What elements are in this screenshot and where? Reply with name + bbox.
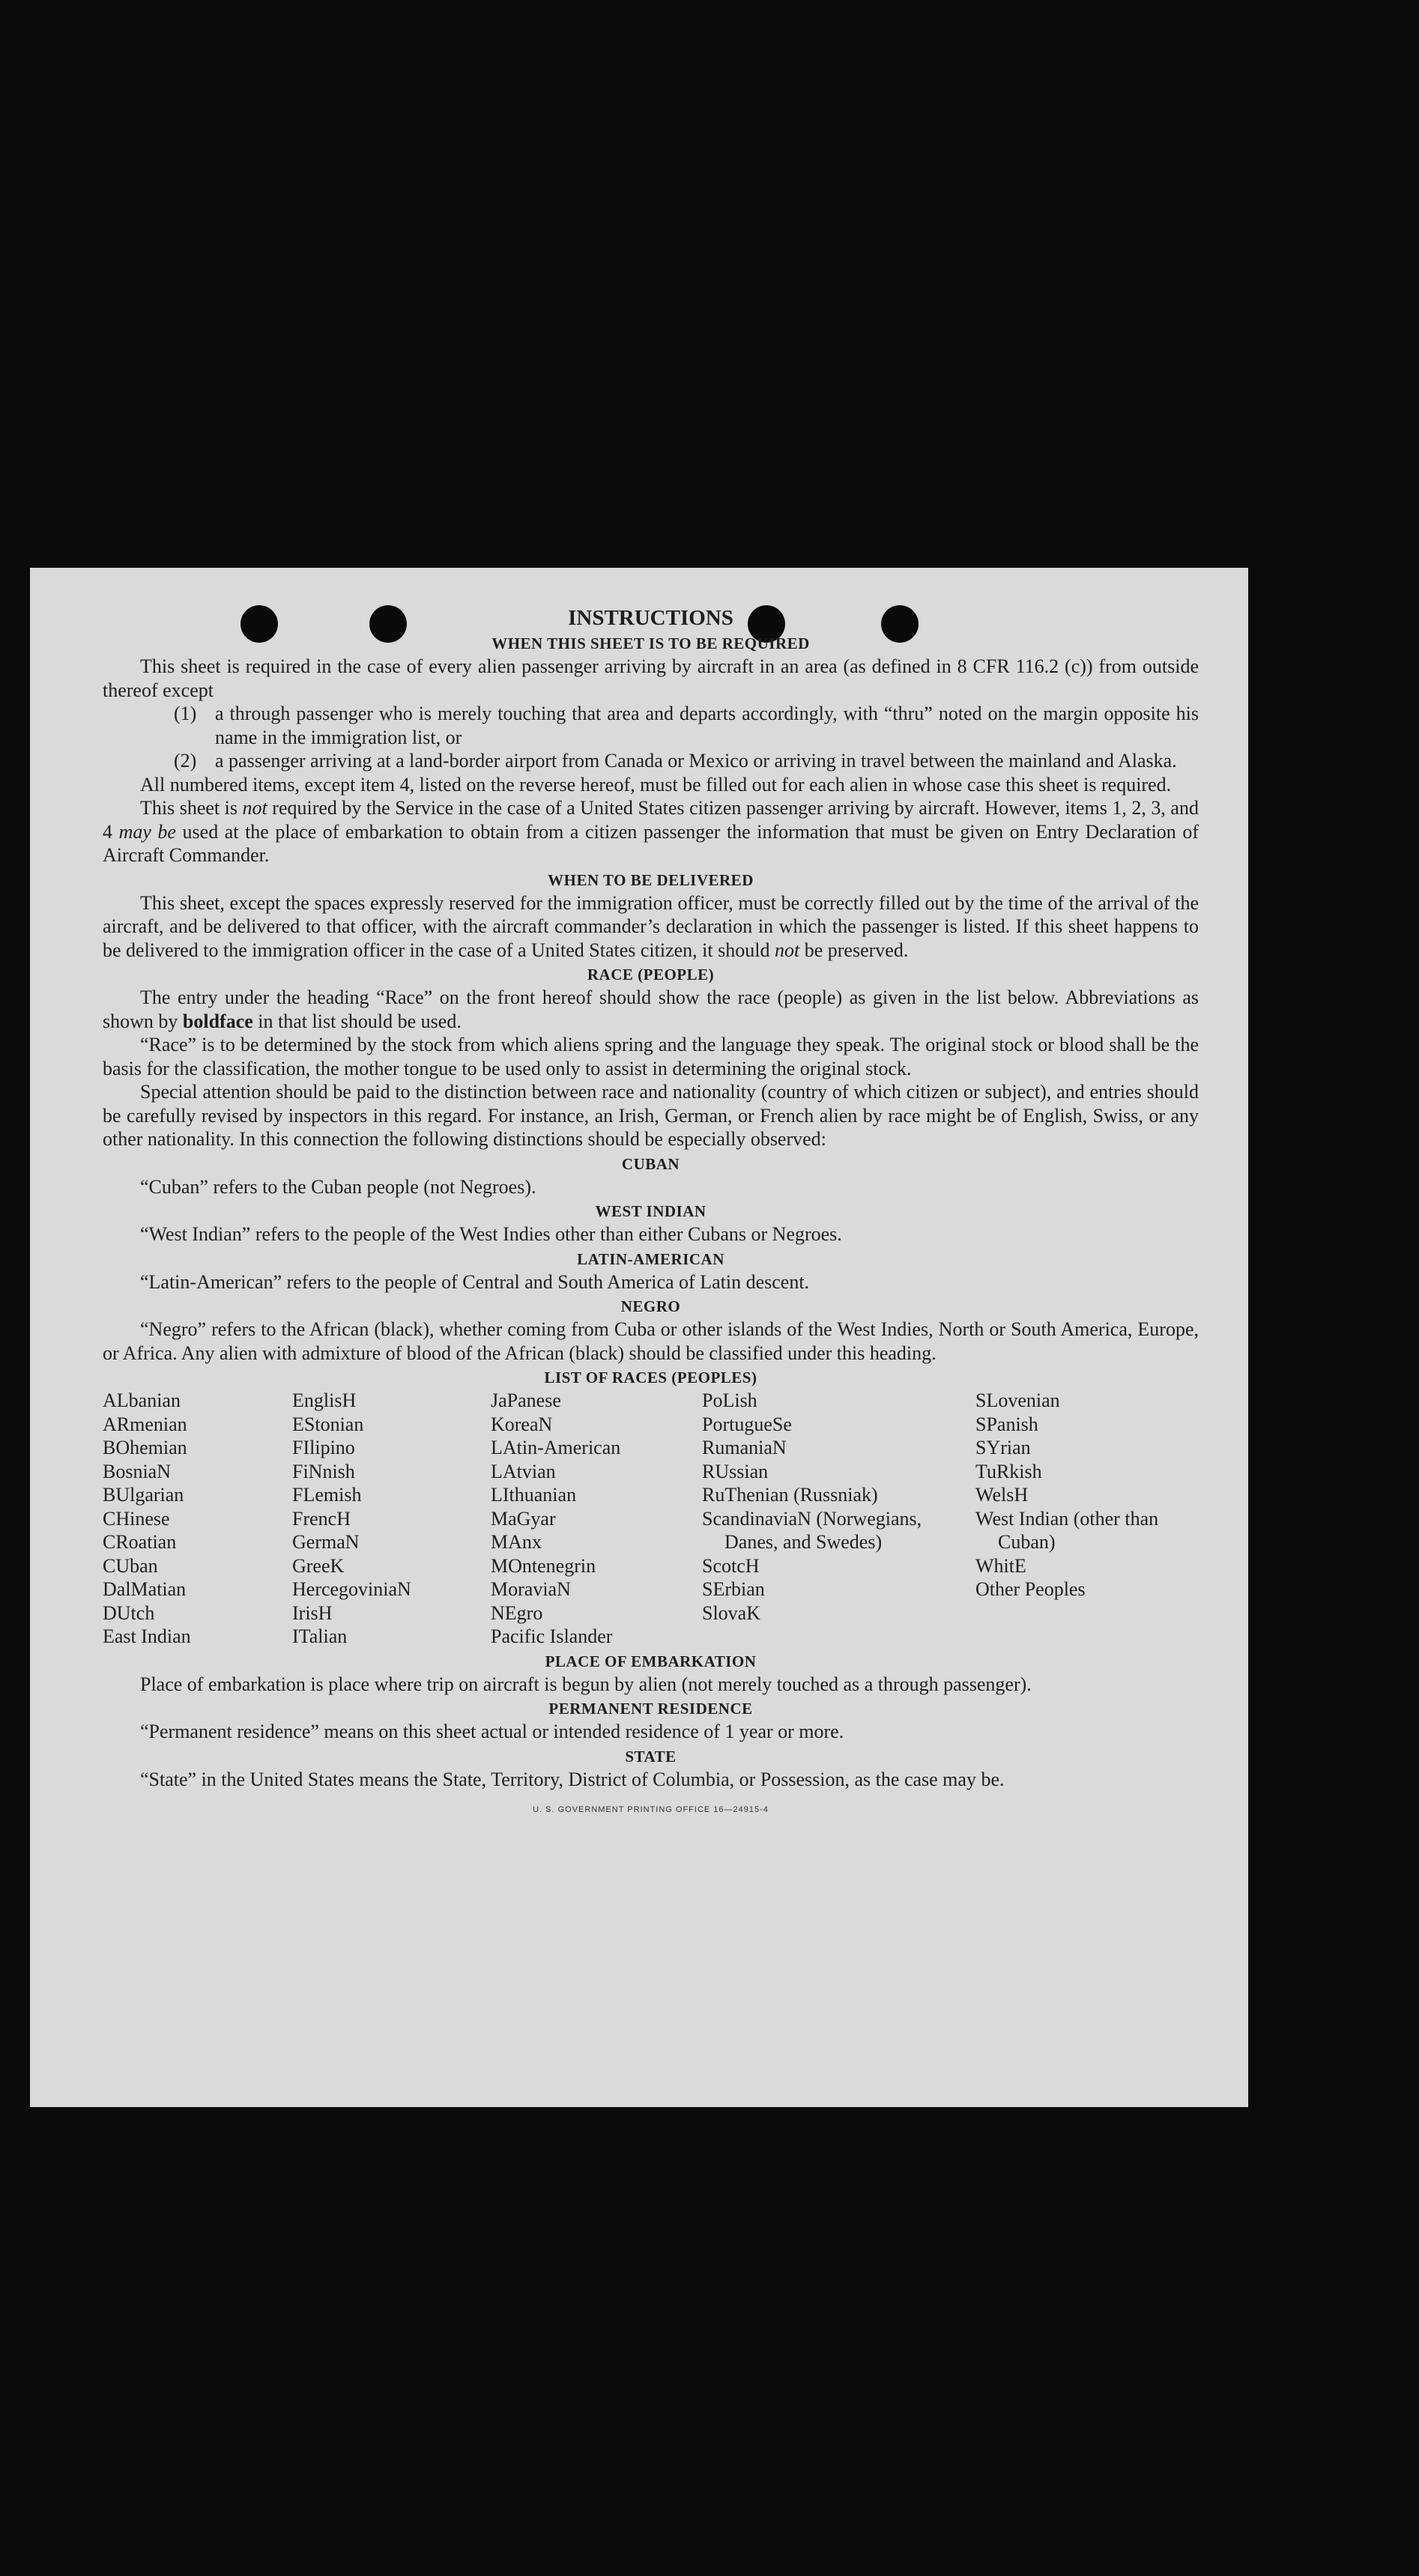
heading-when-delivered: WHEN TO BE DELIVERED bbox=[548, 870, 754, 889]
numbered-item bbox=[174, 749, 1199, 773]
race-entry: CUban bbox=[103, 1554, 158, 1577]
paragraph: “Race” is to be determined by the stock from which aliens spring and the language they speak. The original stock or blood shall be the basis for the classification, the mother tongue to be used only to assist in determining the original stock. bbox=[103, 1034, 1199, 1079]
paragraph: Special attention should be paid to the distinction between race and nationality (country of which citizen or subject), and entries should be carefully revised by inspectors in this regard. For instance, an Irish, German, or French alien by race might be of English, Swiss, or any other nationality. In this connection the following distinctions should be especially observed: bbox=[103, 1081, 1199, 1150]
race-entry: ARmenian bbox=[103, 1413, 187, 1435]
race-entry: BUlgarian bbox=[103, 1484, 184, 1506]
emphasis: not bbox=[242, 797, 267, 819]
heading-latin-american: LATIN-AMERICAN bbox=[577, 1249, 724, 1268]
race-entry: MOntenegrin bbox=[491, 1554, 596, 1577]
item-number: (1) bbox=[174, 703, 197, 724]
paragraph bbox=[103, 891, 1199, 963]
race-entry: MoraviaN bbox=[491, 1578, 571, 1600]
heading-race: RACE (PEOPLE) bbox=[587, 966, 715, 984]
race-entry: KoreaN bbox=[491, 1413, 553, 1435]
race-entry: PortugueSe bbox=[702, 1413, 792, 1435]
paragraph: “State” in the United States means the State, Territory, District of Columbia, or Possession, as the case may be. bbox=[140, 1768, 1005, 1790]
race-entry: ALbanian bbox=[103, 1389, 181, 1411]
race-entry: EStonian bbox=[292, 1413, 364, 1435]
race-entry: GreeK bbox=[292, 1554, 345, 1577]
race-entry: West Indian (other than Cuban) bbox=[975, 1507, 1159, 1553]
paragraph: “Permanent residence” means on this sheet actual or intended residence of 1 year or more. bbox=[140, 1721, 844, 1742]
race-entry: FLemish bbox=[292, 1484, 362, 1506]
emphasis: not bbox=[774, 939, 800, 961]
race-entry: WelsH bbox=[975, 1484, 1029, 1506]
paragraph bbox=[103, 986, 1199, 1033]
race-entry: ScandinaviaN (Norwegians, Danes, and Swedes) bbox=[702, 1507, 922, 1553]
race-entry: IrisH bbox=[292, 1601, 333, 1624]
race-entry: SErbian bbox=[702, 1578, 765, 1600]
paragraph: “West Indian” refers to the people of the West Indies other than either Cubans or Negroes. bbox=[140, 1223, 842, 1245]
text-run: be preserved. bbox=[799, 939, 909, 961]
race-entry: TuRkish bbox=[975, 1460, 1042, 1482]
document-page bbox=[30, 568, 1248, 2107]
printing-office-footer: U. S. GOVERNMENT PRINTING OFFICE 16—24915-4 bbox=[533, 1805, 769, 1814]
race-entry: JaPanese bbox=[491, 1389, 561, 1411]
item-text: a through passenger who is merely touching that area and departs accordingly, with “thru” noted on the margin opposite his name in the immigration list, or bbox=[215, 703, 1199, 748]
heading-state: STATE bbox=[625, 1747, 677, 1766]
races-column bbox=[975, 1389, 1199, 1649]
races-column bbox=[702, 1389, 975, 1649]
heading-negro: NEGRO bbox=[620, 1297, 681, 1315]
text-run: used at the place of embarkation to obtain from a citizen passenger the information that must be given on Entry Declaration of Aircraft Commander. bbox=[103, 820, 1199, 866]
heading-place-of-embarkation: PLACE OF EMBARKATION bbox=[545, 1652, 757, 1670]
text-run: This sheet is bbox=[140, 797, 243, 819]
text-run: This sheet, except the spaces expressly reserved for the immigration officer, must be correctly filled out by the time of the arrival of the aircraft, and be delivered to that officer, with the aircraft commander’s declaration in which the passenger is listed. If this sheet happens to be delivered to the immigration officer in the case of a United States citizen, it should bbox=[103, 891, 1199, 961]
text-run: The entry under the heading “Race” on the front hereof should show the race (people) as given in the list below. Abbreviations as shown by bbox=[103, 987, 1199, 1032]
race-entry: HercegoviniaN bbox=[292, 1578, 411, 1600]
race-entry: MaGyar bbox=[491, 1507, 556, 1530]
race-entry: RuThenian (Russniak) bbox=[702, 1484, 878, 1506]
race-entry: EnglisH bbox=[292, 1389, 357, 1411]
race-entry: FrencH bbox=[292, 1507, 351, 1530]
race-entry: ITalian bbox=[292, 1625, 348, 1647]
paragraph: “Negro” refers to the African (black), whether coming from Cuba or other islands of the West Indies, North or South America, Europe, or Africa. Any alien with admixture of blood of the African (black) should be classified under this heading. bbox=[103, 1318, 1199, 1364]
paragraph: “Cuban” refers to the Cuban people (not Negroes). bbox=[140, 1175, 536, 1198]
races-column bbox=[103, 1389, 292, 1649]
race-entry: WhitE bbox=[975, 1554, 1026, 1577]
item-number: (2) bbox=[174, 750, 197, 772]
page-title: INSTRUCTIONS bbox=[568, 606, 733, 630]
item-text: a passenger arriving at a land-border airport from Canada or Mexico or arriving in travel between the mainland and Alaska. bbox=[215, 750, 1177, 772]
races-list bbox=[103, 1389, 1199, 1649]
race-entry: LAtin-American bbox=[491, 1437, 621, 1458]
heading-list-of-races: LIST OF RACES (PEOPLES) bbox=[544, 1369, 757, 1387]
heading-permanent-residence: PERMANENT RESIDENCE bbox=[548, 1700, 753, 1718]
heading-cuban: CUBAN bbox=[621, 1154, 680, 1173]
race-entry: BOhemian bbox=[103, 1437, 187, 1458]
race-entry: PoLish bbox=[702, 1389, 757, 1411]
races-column bbox=[292, 1389, 491, 1649]
race-entry: FiNnish bbox=[292, 1460, 355, 1482]
race-entry: RumaniaN bbox=[702, 1437, 787, 1458]
emphasis: may be bbox=[118, 820, 176, 843]
text-run: required by the Service in the case of a United States citizen passenger arriving by aircraft. However, items 1, 2, 3, and 4 bbox=[103, 797, 1199, 843]
text-run: in that list should be used. bbox=[252, 1010, 462, 1032]
race-entry: MAnx bbox=[491, 1531, 542, 1553]
race-entry: BosniaN bbox=[103, 1460, 171, 1482]
paragraph: This sheet is required in the case of every alien passenger arriving by aircraft in an area (as defined in 8 CFR 116.2 (c)) from outside thereof except bbox=[103, 655, 1199, 701]
races-column bbox=[491, 1389, 702, 1649]
numbered-item bbox=[174, 702, 1199, 749]
race-entry: ScotcH bbox=[702, 1554, 760, 1577]
race-entry: SLovenian bbox=[975, 1389, 1060, 1411]
race-entry: SPanish bbox=[975, 1413, 1038, 1435]
heading-when-required: WHEN THIS SHEET IS TO BE REQUIRED bbox=[491, 634, 810, 652]
race-entry: NEgro bbox=[491, 1601, 543, 1624]
race-entry: Other Peoples bbox=[975, 1578, 1086, 1600]
race-entry: DalMatian bbox=[103, 1578, 187, 1600]
race-entry: East Indian bbox=[103, 1625, 191, 1647]
race-entry: LIthuanian bbox=[491, 1484, 577, 1506]
paragraph: All numbered items, except item 4, listed on the reverse hereof, must be filled out for each alien in whose case this sheet is required. bbox=[140, 773, 1172, 795]
instructions-content bbox=[103, 605, 1199, 1822]
race-entry: CRoatian bbox=[103, 1531, 177, 1553]
heading-west-indian: WEST INDIAN bbox=[595, 1202, 707, 1220]
race-entry: RUssian bbox=[702, 1460, 769, 1482]
bold-text: boldface bbox=[182, 1010, 253, 1032]
paragraph bbox=[103, 796, 1199, 867]
race-entry: SlovaK bbox=[702, 1601, 760, 1624]
race-entry: GermaN bbox=[292, 1531, 360, 1553]
race-entry: FIlipino bbox=[292, 1437, 355, 1458]
paragraph: “Latin-American” refers to the people of Central and South America of Latin descent. bbox=[140, 1270, 810, 1293]
paragraph: Place of embarkation is place where trip on aircraft is begun by alien (not merely touched as a through passenger). bbox=[140, 1673, 1032, 1695]
race-entry: DUtch bbox=[103, 1601, 155, 1624]
race-entry: CHinese bbox=[103, 1507, 170, 1530]
race-entry: LAtvian bbox=[491, 1460, 556, 1482]
race-entry: Pacific Islander bbox=[491, 1625, 613, 1647]
race-entry: SYrian bbox=[975, 1437, 1031, 1458]
